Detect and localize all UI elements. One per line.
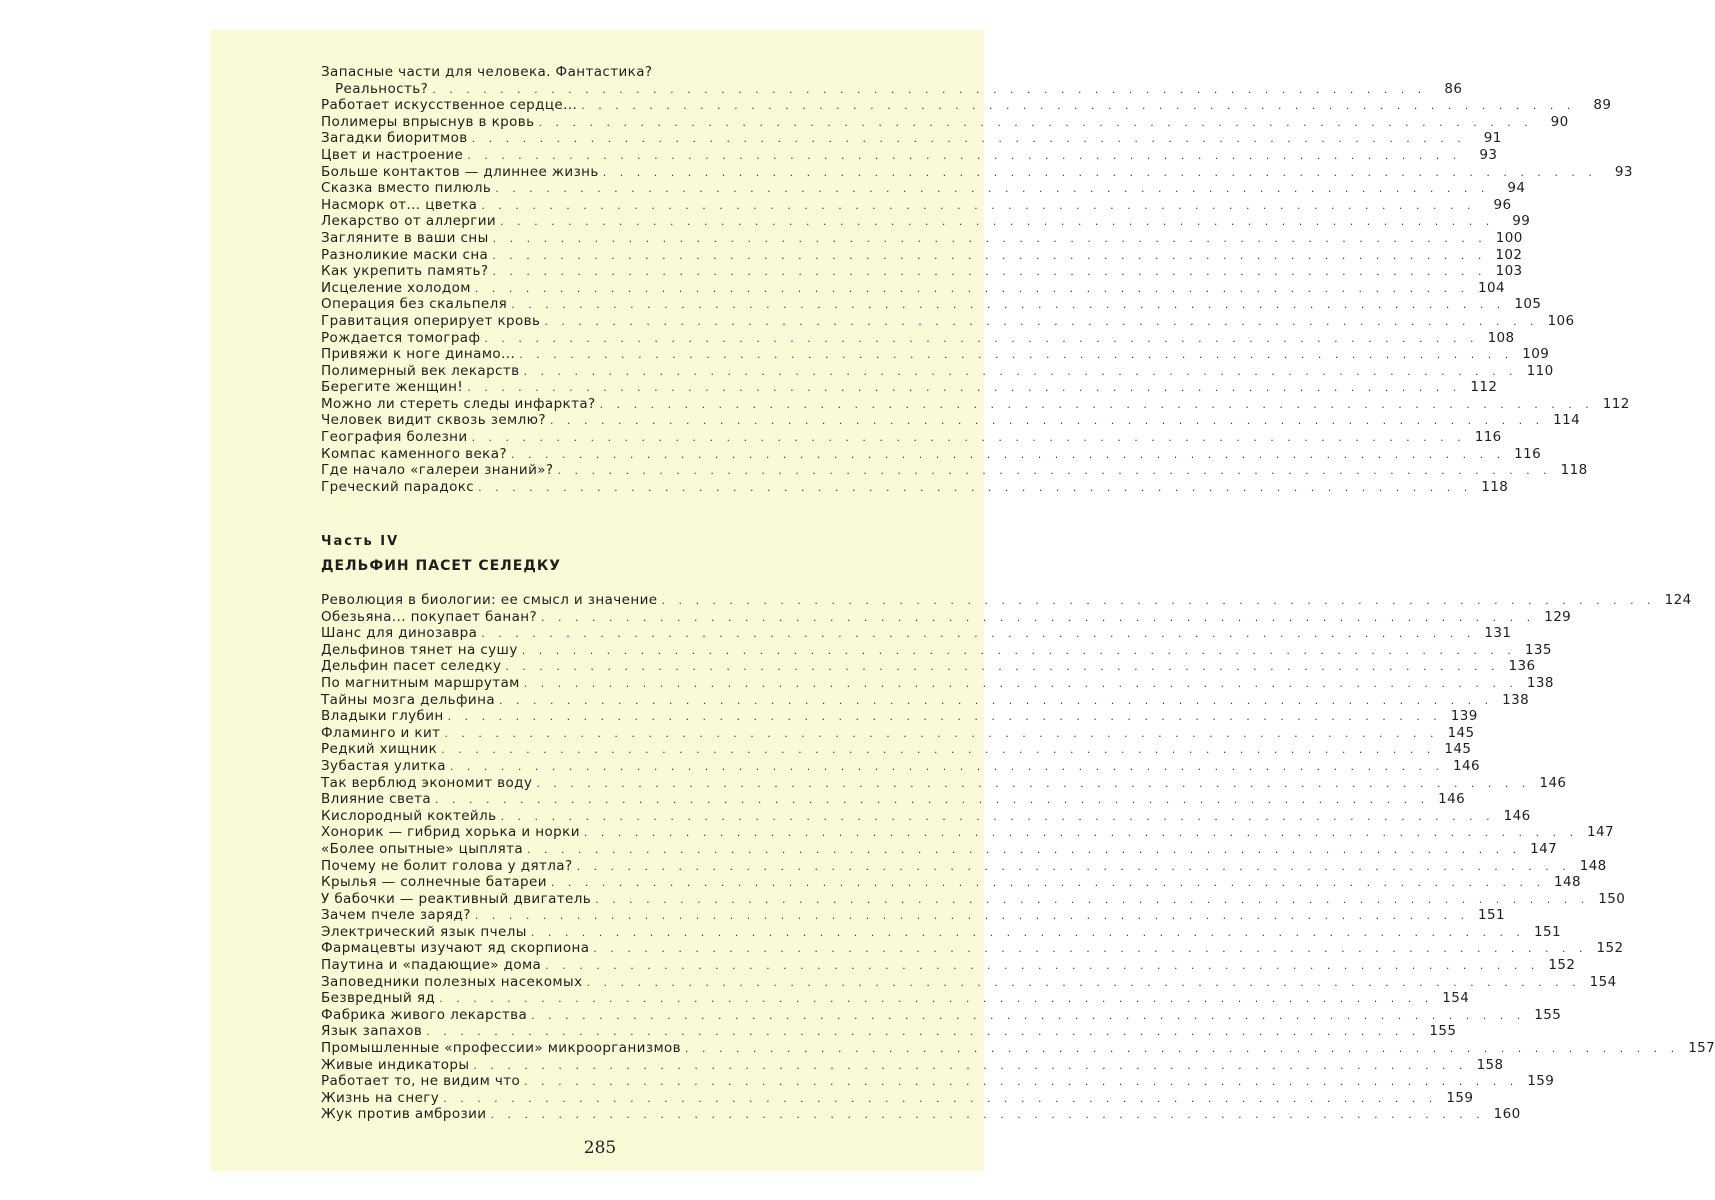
- toc-entry-page: 131: [1484, 625, 1512, 642]
- toc-entry-page: 152: [1548, 957, 1576, 974]
- toc-entry: [321, 641, 1552, 659]
- toc-entry-page: 159: [1527, 1073, 1555, 1090]
- toc-entry-page: 112: [1470, 379, 1498, 396]
- dot-leader: [467, 148, 1461, 165]
- toc-entry-title: Больше контактов — длиннее жизнь: [321, 163, 599, 180]
- toc-entry-page: 103: [1495, 263, 1523, 280]
- toc-entry: [321, 412, 1581, 429]
- toc-entry-page: 150: [1598, 890, 1626, 907]
- toc-entry: [321, 312, 1575, 330]
- toc-entry-title: Рождается томограф: [321, 329, 481, 346]
- toc-entry-page: 152: [1596, 940, 1624, 957]
- dot-leader: [505, 659, 1499, 676]
- dot-leader: [527, 842, 1521, 859]
- part-title: ДЕЛЬФИН ПАСЕТ СЕЛЕДКУ: [321, 558, 562, 574]
- toc-entry: [321, 990, 1470, 1007]
- toc-entry-page: 155: [1534, 1006, 1562, 1023]
- dot-leader: [550, 413, 1544, 430]
- toc-entry-title: Насморк от... цветка: [321, 196, 478, 213]
- toc-entry-page: 154: [1589, 973, 1617, 990]
- toc-entry-title: Полимерный век лекарств: [321, 362, 520, 379]
- toc-entry-title: Работает искусственное сердце...: [321, 97, 578, 114]
- toc-entry-title: Тайны мозга дельфина: [321, 691, 495, 708]
- toc-entry-title: Дельфин пасет селедку: [321, 658, 502, 675]
- toc-entry: [321, 1023, 1457, 1040]
- toc-entry-page: 106: [1547, 312, 1575, 329]
- toc-entry-title: Кислородный коктейль: [321, 807, 497, 824]
- toc-entry-page: 102: [1495, 246, 1523, 263]
- toc-entry: [321, 625, 1512, 642]
- toc-entry-page: 116: [1514, 445, 1542, 462]
- dot-leader: [473, 1058, 1467, 1075]
- toc-entry: [321, 1073, 1555, 1090]
- toc-entry: [321, 923, 1561, 941]
- toc-entry: [321, 874, 1581, 891]
- toc-entry: [321, 1006, 1562, 1024]
- toc-entry-title: Загадки биоритмов: [321, 130, 468, 147]
- toc-entry-page: 94: [1507, 180, 1526, 197]
- toc-entry: [321, 608, 1572, 626]
- toc-entry-page: 114: [1553, 412, 1581, 429]
- toc-entry-title: Жизнь на снегу: [321, 1089, 440, 1106]
- toc-entry-page: 110: [1526, 362, 1554, 379]
- toc-entry-page: 158: [1476, 1056, 1504, 1073]
- toc-entry-title: Берегите женщин!: [321, 379, 464, 396]
- dot-leader: [490, 1107, 1484, 1124]
- toc-entry: [321, 146, 1498, 164]
- toc-entry: [321, 741, 1472, 758]
- toc-entry-page: 109: [1522, 346, 1550, 363]
- toc-entry-title: Паутина и «падающие» дома: [321, 957, 542, 974]
- part-label: Часть IV: [321, 534, 400, 549]
- toc-entry-page: 136: [1508, 658, 1536, 675]
- toc-entry-title: По магнитным маршрутам: [321, 674, 520, 691]
- toc-entry-title: Гравитация оперирует кровь: [321, 312, 541, 329]
- toc-entry: [321, 807, 1531, 825]
- dot-leader: [443, 1091, 1437, 1108]
- toc-entry-title: Хонорик — гибрид хорька и норки: [321, 824, 580, 841]
- toc-entry: [321, 658, 1536, 675]
- dot-leader: [557, 463, 1551, 480]
- toc-entry-title: Язык запахов: [321, 1023, 423, 1040]
- toc-entry: [321, 395, 1630, 413]
- dot-leader: [603, 165, 1597, 182]
- dot-leader: [551, 875, 1545, 892]
- toc-entry-title: Разноликие маски сна: [321, 246, 489, 263]
- dot-leader: [432, 82, 1426, 99]
- toc-entry: [321, 1089, 1474, 1107]
- toc-entry-page: 157: [1688, 1040, 1715, 1057]
- toc-entry-page: 135: [1524, 641, 1552, 658]
- toc-entry-title: Привяжи к ноге динамо...: [321, 346, 516, 363]
- toc-entry-title: Греческий парадокс: [321, 478, 475, 495]
- dot-leader: [531, 1008, 1525, 1025]
- toc-entry-title: Загляните в ваши сны: [321, 229, 489, 246]
- toc-entry-title: Человек видит сквозь землю?: [321, 412, 546, 429]
- dot-leader: [439, 991, 1433, 1008]
- toc-entry: [321, 1056, 1504, 1074]
- toc-entry-page: 138: [1526, 674, 1554, 691]
- toc-entry-title: Исцеление холодом: [321, 279, 471, 296]
- toc-entry-title: Можно ли стереть следы инфаркта?: [321, 395, 596, 412]
- toc-entry-page: 145: [1444, 741, 1472, 758]
- dot-leader: [581, 98, 1575, 115]
- toc-entry-page: 146: [1503, 807, 1531, 824]
- toc-entry: [321, 163, 1633, 181]
- dot-leader: [441, 742, 1435, 759]
- toc-entry-title: География болезни: [321, 429, 468, 446]
- toc-entry-title: Безвредный яд: [321, 990, 436, 1007]
- toc-entry: [321, 113, 1569, 131]
- toc-entry-page: 105: [1514, 296, 1542, 313]
- toc-entry: [321, 857, 1607, 875]
- dot-leader: [661, 593, 1655, 610]
- dot-leader: [541, 610, 1535, 627]
- toc-entry-page: 147: [1530, 840, 1558, 857]
- toc-entry-page: 90: [1550, 113, 1569, 130]
- dot-leader: [685, 1041, 1679, 1058]
- toc-entry: [321, 1040, 1715, 1057]
- toc-entry-page: 148: [1554, 874, 1581, 891]
- dot-leader: [600, 397, 1594, 414]
- toc-entry-page: 104: [1478, 279, 1505, 296]
- toc-entry: [321, 907, 1505, 924]
- toc-entry: [321, 180, 1526, 197]
- toc-entry: [321, 708, 1478, 725]
- dot-leader: [472, 430, 1466, 447]
- toc-entry-title: Цвет и настроение: [321, 146, 464, 163]
- toc-entry-page: 159: [1446, 1089, 1474, 1106]
- dot-leader: [544, 314, 1538, 331]
- dot-leader: [444, 726, 1438, 743]
- toc-section-1: [321, 64, 1633, 495]
- toc-entry: [321, 724, 1475, 742]
- toc-entry-title: Зубастая улитка: [321, 757, 446, 774]
- toc-entry-title: Фармацевты изучают яд скорпиона: [321, 940, 590, 957]
- toc-entry-title: Как укрепить память?: [321, 263, 489, 280]
- toc-entry-page: 151: [1478, 907, 1505, 924]
- dot-leader: [584, 825, 1578, 842]
- toc-entry-page: 160: [1493, 1106, 1521, 1123]
- dot-leader: [481, 198, 1475, 215]
- dot-leader: [492, 248, 1486, 265]
- toc-entry-page: 139: [1450, 708, 1478, 725]
- toc-entry-title: Промышленные «профессии» микроорганизмов: [321, 1040, 682, 1057]
- toc-entry-page: 146: [1453, 757, 1481, 774]
- dot-leader: [586, 975, 1580, 992]
- toc-entry-title: Полимеры впрыснув в кровь: [321, 113, 535, 130]
- toc-entry: [321, 774, 1567, 792]
- toc-entry-page: 118: [1481, 478, 1509, 495]
- toc-entry: [321, 80, 1463, 98]
- toc-entry-page: 129: [1544, 608, 1572, 625]
- toc-entry: [321, 957, 1576, 974]
- toc-entry-page: 96: [1493, 196, 1512, 213]
- toc-entry: [321, 263, 1523, 280]
- toc-entry-page: 86: [1444, 80, 1463, 97]
- toc-entry-title: Революция в биологии: ее смысл и значение: [321, 592, 658, 608]
- toc-entry-title: Реальность?: [335, 80, 429, 97]
- toc-entry-page: 108: [1487, 329, 1515, 346]
- toc-entry-title: Операция без скальпеля: [321, 296, 508, 313]
- toc-entry-title: Редкий хищник: [321, 741, 438, 758]
- dot-leader: [495, 181, 1489, 198]
- toc-entry: [321, 296, 1542, 313]
- toc-entry-title: Фабрика живого лекарства: [321, 1006, 528, 1023]
- toc-entry-title: Зачем пчеле заряд?: [321, 907, 471, 924]
- toc-entry: [321, 346, 1550, 363]
- dot-leader: [511, 297, 1505, 314]
- toc-entry-page: 151: [1533, 923, 1561, 940]
- toc-entry: [321, 213, 1531, 230]
- toc-entry-title: Лекарство от аллергии: [321, 213, 497, 230]
- toc-entry: [321, 462, 1588, 479]
- dot-leader: [475, 908, 1469, 925]
- dot-leader: [435, 792, 1429, 809]
- dot-leader: [524, 1074, 1518, 1091]
- dot-leader: [475, 281, 1469, 298]
- dot-leader: [481, 626, 1475, 643]
- dot-leader: [511, 447, 1505, 464]
- toc-entry: [321, 445, 1542, 463]
- toc-entry: [321, 592, 1692, 609]
- dot-leader: [524, 676, 1518, 693]
- toc-entry: [321, 1106, 1521, 1123]
- toc-entry: [321, 64, 776, 81]
- dot-leader: [538, 115, 1532, 132]
- dot-leader: [493, 231, 1487, 248]
- toc-entry-page: 145: [1447, 724, 1475, 741]
- toc-entry: [321, 246, 1523, 264]
- toc-section-2: [321, 592, 1715, 1123]
- toc-entry: [321, 97, 1612, 114]
- dot-leader: [531, 925, 1525, 942]
- toc-entry-title: Обезьяна... покупает банан?: [321, 608, 538, 625]
- toc-entry: [321, 229, 1523, 247]
- toc-entry: [321, 890, 1626, 908]
- toc-entry-title: Запасные части для человека. Фантастика?: [321, 64, 653, 80]
- toc-entry-title: Работает то, не видим что: [321, 1073, 521, 1090]
- dot-leader: [499, 693, 1493, 710]
- toc-entry-page: 138: [1502, 691, 1530, 708]
- dot-leader: [522, 643, 1516, 660]
- toc-entry: [321, 130, 1502, 147]
- toc-entry-page: 99: [1512, 213, 1531, 230]
- toc-entry-title: Влияние света: [321, 791, 432, 808]
- toc-entry: [321, 824, 1614, 841]
- toc-entry-title: Где начало «галереи знаний»?: [321, 462, 554, 479]
- dot-leader: [426, 1024, 1420, 1041]
- toc-entry-page: 147: [1587, 824, 1614, 841]
- dot-leader: [595, 892, 1589, 909]
- dot-leader: [536, 776, 1530, 793]
- dot-leader: [500, 214, 1494, 231]
- page-number: 285: [583, 1138, 617, 1158]
- toc-entry: [321, 329, 1515, 347]
- toc-entry: [321, 973, 1617, 991]
- dot-leader: [577, 859, 1571, 876]
- toc-entry-title: Крылья — солнечные батареи: [321, 874, 547, 891]
- dot-leader: [484, 331, 1478, 348]
- toc-entry-page: 91: [1483, 130, 1502, 147]
- dot-leader: [524, 364, 1518, 381]
- toc-entry: [321, 362, 1554, 380]
- toc-entry-page: 100: [1495, 229, 1523, 246]
- toc-entry-title: Владыки глубин: [321, 708, 444, 725]
- toc-entry-title: Сказка вместо пилюль: [321, 180, 492, 197]
- toc-entry-title: Заповедники полезных насекомых: [321, 973, 583, 990]
- toc-entry: [321, 429, 1502, 446]
- toc-entry-title: Дельфинов тянет на сушу: [321, 641, 518, 658]
- toc-entry-title: Компас каменного века?: [321, 445, 507, 462]
- toc-entry-page: 154: [1442, 990, 1470, 1007]
- toc-entry: [321, 478, 1509, 496]
- toc-entry: [321, 379, 1498, 396]
- toc-entry-page: 112: [1602, 395, 1630, 412]
- toc-entry-page: 146: [1539, 774, 1567, 791]
- toc-entry-page: 93: [1479, 146, 1498, 163]
- toc-entry-title: Фламинго и кит: [321, 724, 441, 741]
- dot-leader: [472, 131, 1466, 148]
- toc-entry: [321, 691, 1530, 709]
- toc-entry-title: Шанс для динозавра: [321, 625, 478, 642]
- dot-leader: [593, 941, 1587, 958]
- toc-entry: [321, 840, 1558, 858]
- toc-entry-page: 89: [1593, 97, 1612, 114]
- dot-leader: [450, 759, 1444, 776]
- toc-entry-page: 148: [1579, 857, 1607, 874]
- toc-entry-title: Почему не болит голова у дятла?: [321, 857, 573, 874]
- dot-leader: [500, 809, 1494, 826]
- toc-entry-page: 155: [1429, 1023, 1457, 1040]
- toc-entry-page: 124: [1664, 592, 1692, 608]
- toc-entry-title: Электрический язык пчелы: [321, 923, 527, 940]
- toc-entry: [321, 674, 1554, 692]
- dot-leader: [492, 264, 1486, 281]
- toc-entry-page: 93: [1614, 163, 1633, 180]
- toc-entry: [321, 279, 1505, 297]
- toc-entry: [321, 757, 1481, 775]
- dot-leader: [545, 958, 1539, 975]
- toc-entry-page: 116: [1474, 429, 1502, 446]
- toc-entry-title: «Более опытные» цыплята: [321, 840, 524, 857]
- toc-entry-title: Так верблюд экономит воду: [321, 774, 533, 791]
- dot-leader: [519, 347, 1513, 364]
- dot-leader: [467, 380, 1461, 397]
- toc-entry-title: У бабочки — реактивный двигатель: [321, 890, 592, 907]
- toc-entry-title: Жук против амброзии: [321, 1106, 487, 1123]
- toc-entry: [321, 196, 1512, 214]
- toc-entry: [321, 940, 1624, 957]
- toc-entry-page: 118: [1560, 462, 1588, 479]
- toc-entry-page: 146: [1438, 791, 1466, 808]
- dot-leader: [448, 709, 1442, 726]
- dot-leader: [478, 480, 1472, 497]
- toc-entry: [321, 791, 1466, 808]
- toc-entry-title: Живые индикаторы: [321, 1056, 470, 1073]
